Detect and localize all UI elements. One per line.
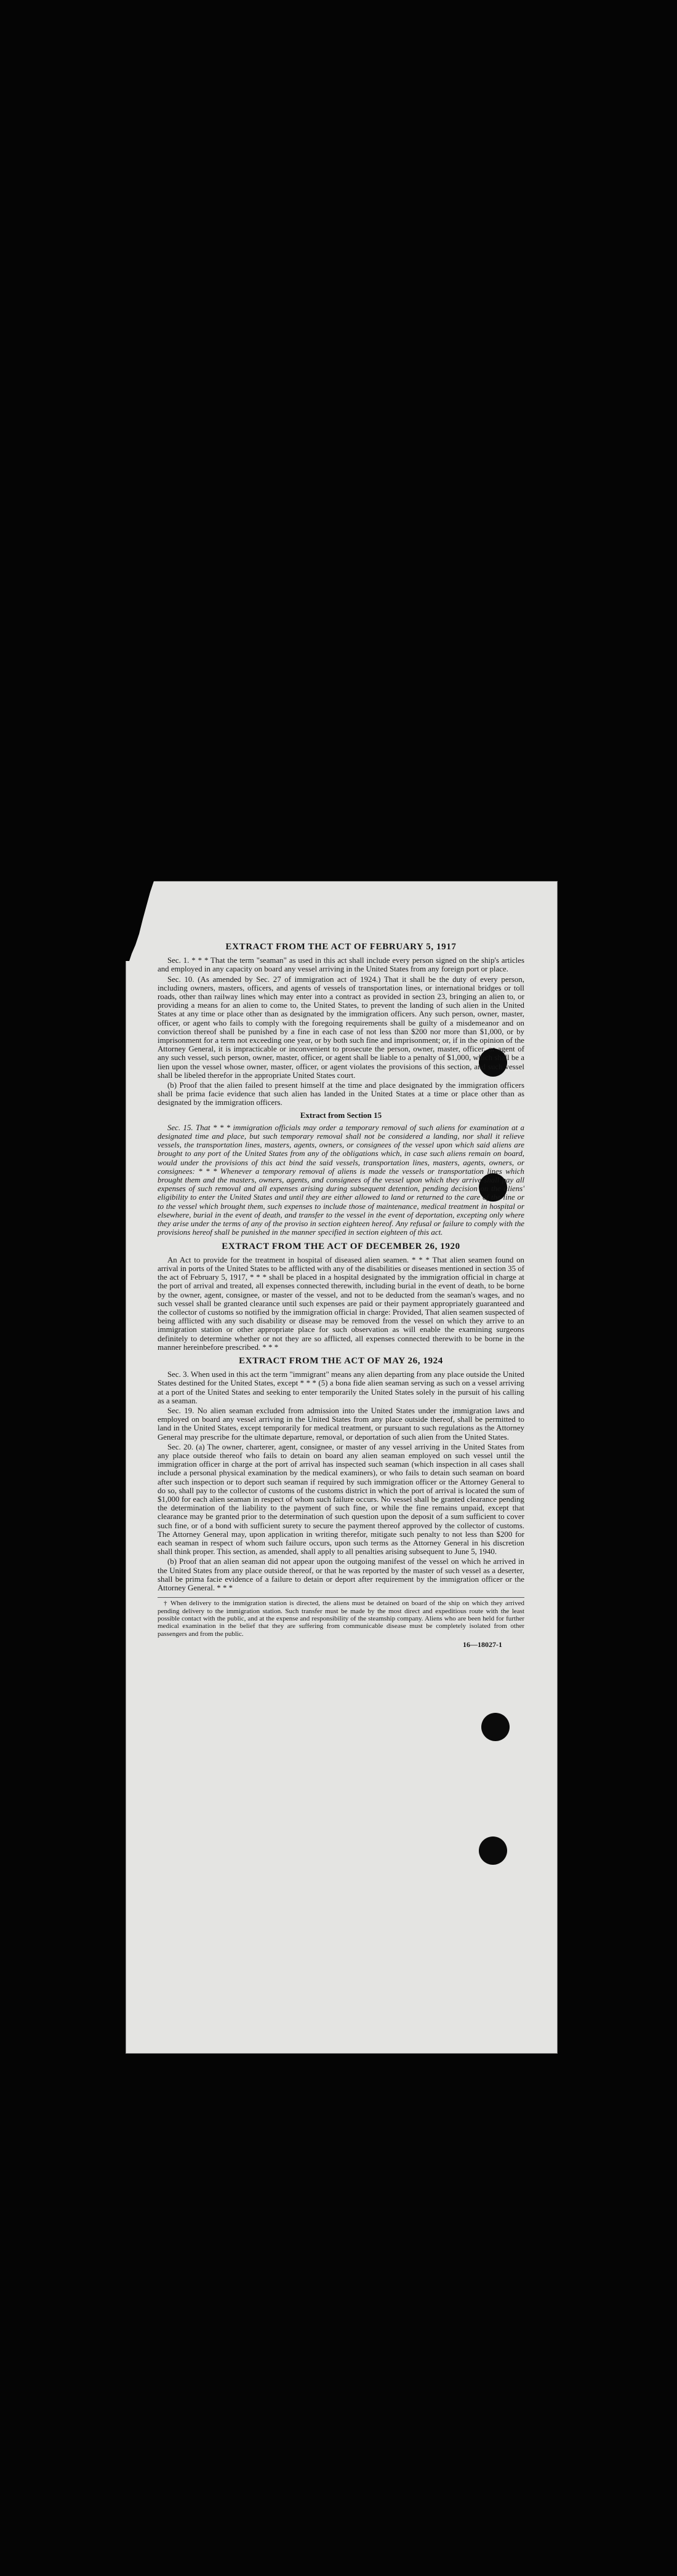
section-title-1924: EXTRACT FROM THE ACT OF MAY 26, 1924 — [239, 1355, 443, 1366]
document-body — [158, 938, 524, 1649]
form-number: 16—18027-1 — [463, 1640, 502, 1649]
paragraph: (b) Proof that an alien seaman did not appear upon the outgoing manifest of the vessel on which he arrived in the United States from any place outside thereof, or that he was reported by the master of such vessel as a deserter, shall be prima facie evidence of a failure to detain or deport after requirement by the immigration officer or the Attorney General. * * * — [158, 1557, 524, 1593]
section-title-1920: EXTRACT FROM THE ACT OF DECEMBER 26, 1920 — [222, 1241, 460, 1251]
footnote-text: † When delivery to the immigration station is directed, the aliens must be detained on board of the ship on which they arrived pending delivery to the immigration station. Such transfer must be made by the most direct and expeditious route with the least possible contact with the public, and at the expense and responsibility of the steamship company. Aliens who are been held for further medical examination in the belief that they are suffering from communicable disease must be completely isolated from other passengers and from the public. — [158, 1600, 524, 1638]
section-title-sec15: Extract from Section 15 — [300, 1110, 382, 1120]
paragraph: (b) Proof that the alien failed to present himself at the time and place designated by the immigration officers shall be prima facie evidence that such alien has landed in the United States at a time or place other than as designated by the immigration officers. — [158, 1081, 524, 1107]
paragraph: Sec. 20. (a) The owner, charterer, agent, consignee, or master of any vessel arriving in the United States from any place outside thereof who fails to detain on board any alien seaman employed on such vessel until the immigration officer in charge at the port of arrival has inspected such seaman (which inspection in all cases shall include a personal physical examination by the medical examiners), or who fails to detain such seaman on board after such inspection or to deport such seaman if required by such immigration officer or the Attorney General to do so, shall pay to the collector of customs of the customs district in which the port of arrival is located the sum of $1,000 for each alien seaman in respect of whom such failure occurs. No vessel shall be granted clearance pending the determination of the liability to the payment of such fine, or while the fine remains unpaid, except that clearance may be granted prior to the determination of such question upon the deposit of a sum sufficient to cover such fine, or of a bond with sufficient surety to secure the payment thereof approved by the collector of customs. The Attorney General may, upon application in writing therefor, mitigate such penalty to not less than $200 for each seaman in respect of whom such failure occurs, upon such terms as the Attorney General in his discretion shall think proper. This section, as amended, shall apply to all penalties arising subsequent to June 5, 1940. — [158, 1442, 524, 1557]
paragraph: Sec. 15. That * * * immigration officials may order a temporary removal of such aliens for examination at a designated time and place, but such temporary removal shall not be considered a landing, nor shall it relieve vessels, the transportation lines, masters, agents, owners, or consignees of the vessel upon which said aliens are brought to any port of the United States from any of the obligations which, in case such aliens remain on board, would under the provisions of this act bind the said vessels, transportation lines, masters, agents, owners, or consignees: * * * Whenever a temporary removal of aliens is made the vessels or transportation lines which brought them and the masters, owners, agents, and consignees of the vessel upon which they arrive shall pay all expenses of such removal and all expenses arising during subsequent detention, pending decision on the aliens' eligibility to enter the United States and until they are either allowed to land or returned to the care of the line or to the vessel which brought them, such expenses to include those of maintenance, medical treatment in hospital or elsewhere, burial in the event of death, and transfer to the vessel in the event of deportation, excepting only where they arise under the terms of any of the proviso in section eighteen hereof. Any refusal or failure to comply with the provisions hereof shall be punished in the manner specified in section eighteen of this act. — [158, 1123, 524, 1237]
section-1920-paragraphs — [158, 1256, 524, 1352]
punch-hole-lower-2 — [479, 1836, 507, 1865]
section-15-paragraphs — [158, 1123, 524, 1237]
punch-hole-lower-1 — [481, 1713, 510, 1741]
paragraph: Sec. 10. (As amended by Sec. 27 of immigration act of 1924.) That it shall be the duty of every person, including owners, masters, officers, and agents of vessels of transportation lines, or international bridges or toll roads, other than railway lines which may enter into a contract as provided in section 23, bringing an alien to, or providing a means for an alien to come to, the United States, to prevent the landing of such alien in the United States at any time or place other than as designated by the immigration officers. Any such person, owner, master, officer, or agent who fails to comply with the foregoing requirements shall be guilty of a misdemeanor and on conviction thereof shall be punished by a fine in each case of not less than $200 nor more than $1,000, or by imprisonment for a term not exceeding one year, or by both such fine and imprisonment; or, if in the opinion of the Attorney General, it is impracticable or inconvenient to prosecute the person, owner, master, officer, or agent of any such vessel, such person, owner, master, officer, or agent shall be liable to a penalty of $1,000, which shall be a lien upon the vessel whose owner, master, officer, or agent violates the provisions of this section, and such vessel shall be libeled therefor in the appropriate United States court. — [158, 975, 524, 1080]
paragraph: Sec. 3. When used in this act the term "immigrant" means any alien departing from any place outside the United States destined for the United States, except * * * (5) a bona fide alien seaman serving as such on a vessel arriving at a port of the United States and seeking to enter temporarily the United States solely in the pursuit of his calling as a seaman. — [158, 1370, 524, 1405]
paragraph: Sec. 1. * * * That the term "seaman" as used in this act shall include every person signed on the ship's articles and employed in any capacity on board any vessel arriving in the United States from any foreign port or place. — [158, 956, 524, 974]
section-1924-paragraphs — [158, 1370, 524, 1592]
section-1917-paragraphs — [158, 956, 524, 1107]
paragraph: An Act to provide for the treatment in hospital of diseased alien seamen. * * * That alien seamen found on arrival in ports of the United States to be afflicted with any of the disabilities or diseases mentioned in section 35 of the act of February 5, 1917, * * * shall be placed in a hospital designated by the immigration official in charge at the port of arrival and treated, all expenses connected therewith, including burial in the event of death, to be borne by the owner, agent, consignee, or master of the vessel, and not to be deducted from the seaman's wages, and no such vessel shall be granted clearance until such expenses are paid or their payment appropriately guaranteed and the collector of customs so notified by the immigration official in charge: Provided, That alien seamen suspected of being afflicted with any such disability or disease may be removed from the vessel on which they arrive to an immigration station or other appropriate place for such observation as will enable the examining surgeons definitely to determine whether or not they are so afflicted, all expenses connected therewith to be borne in the manner hereinbefore prescribed. * * * — [158, 1255, 524, 1352]
paragraph: Sec. 19. No alien seaman excluded from admission into the United States under the immigration laws and employed on board any vessel arriving in the United States from any place outside thereof, shall be permitted to land in the United States, except temporarily for medical treatment, or pursuant to such regulations as the Attorney General may prescribe for the ultimate departure, removal, or deportation of such alien from the United States. — [158, 1406, 524, 1442]
torn-corner — [126, 881, 154, 961]
document-page — [126, 881, 558, 2054]
footnote — [158, 1597, 524, 1638]
section-title-1917: EXTRACT FROM THE ACT OF FEBRUARY 5, 1917 — [225, 942, 457, 952]
